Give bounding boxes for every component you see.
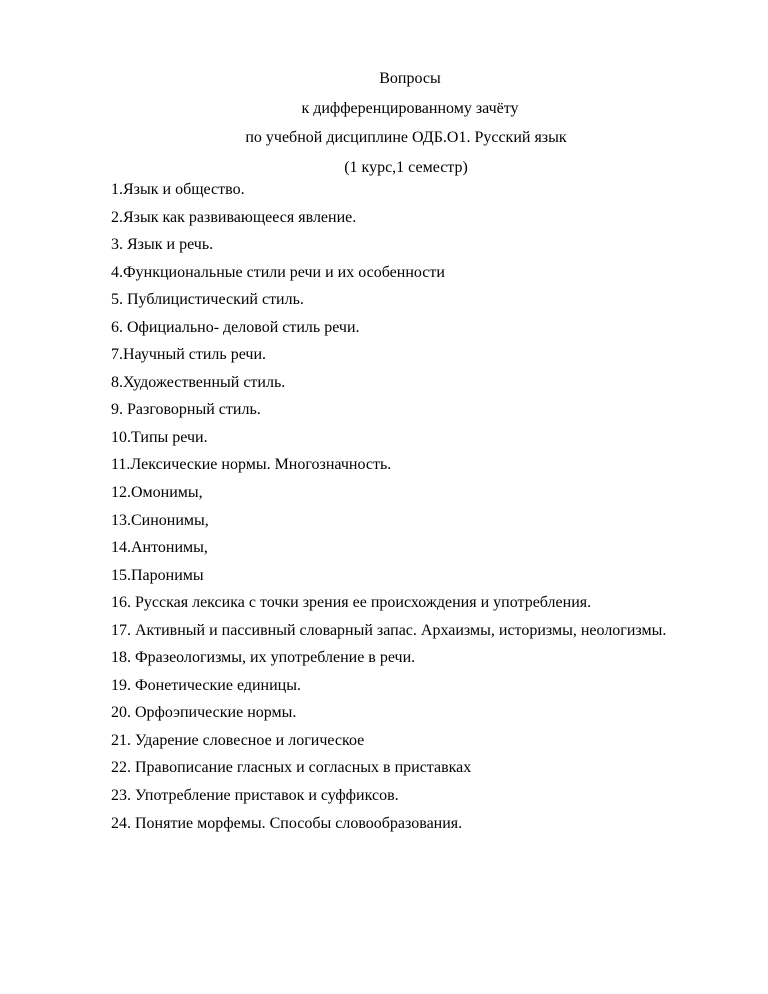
question-item: 7.Научный стиль речи. (111, 346, 267, 364)
question-item: 10.Типы речи. (111, 428, 208, 446)
question-item: 4.Функциональные стили речи и их особенности (111, 263, 445, 281)
question-item: 12.Омонимы, (111, 484, 203, 502)
document-subtitle: к дифференцированному зачёту (301, 99, 519, 117)
question-item: 1.Язык и общество. (111, 181, 245, 198)
course-semester-line: (1 курс,1 семестр) (344, 158, 468, 176)
question-item: 19. Фонетические единицы. (111, 676, 301, 694)
question-item: 9. Разговорный стиль. (111, 401, 261, 419)
question-item: 3. Язык и речь. (111, 236, 214, 254)
question-item: 8.Художественный стиль. (111, 373, 286, 391)
question-item: 23. Употребление приставок и суффиксов. (111, 787, 399, 805)
question-item: 15.Паронимы (111, 566, 204, 584)
question-item: 20. Орфоэпические нормы. (111, 704, 297, 722)
question-item: 5. Публицистический стиль. (111, 291, 304, 309)
question-item: 18. Фразеологизмы, их употребление в речи. (111, 649, 416, 667)
document-header (0, 64, 768, 182)
question-item: 13.Синонимы, (111, 511, 209, 529)
question-item: 24. Понятие морфемы. Способы словообразования. (111, 814, 463, 832)
question-item: 21. Ударение словесное и логическое (111, 731, 365, 749)
question-item: 16. Русская лексика с точки зрения ее происхождения и употребления. (111, 594, 592, 612)
question-item: 14.Антонимы, (111, 539, 208, 557)
question-item: 2.Язык как развивающееся явление. (111, 208, 357, 226)
question-list (111, 176, 671, 837)
question-item: 6. Официально- деловой стиль речи. (111, 318, 360, 336)
discipline-line: по учебной дисциплине ОДБ.О1. Русский язык (245, 129, 567, 146)
question-item: 11.Лексические нормы. Многозначность. (111, 456, 392, 474)
question-item: 17. Активный и пассивный словарный запас. Архаизмы, историзмы, неологизмы. (111, 621, 667, 639)
document-title: Вопросы (379, 70, 441, 87)
question-item: 22. Правописание гласных и согласных в приставках (111, 759, 472, 777)
